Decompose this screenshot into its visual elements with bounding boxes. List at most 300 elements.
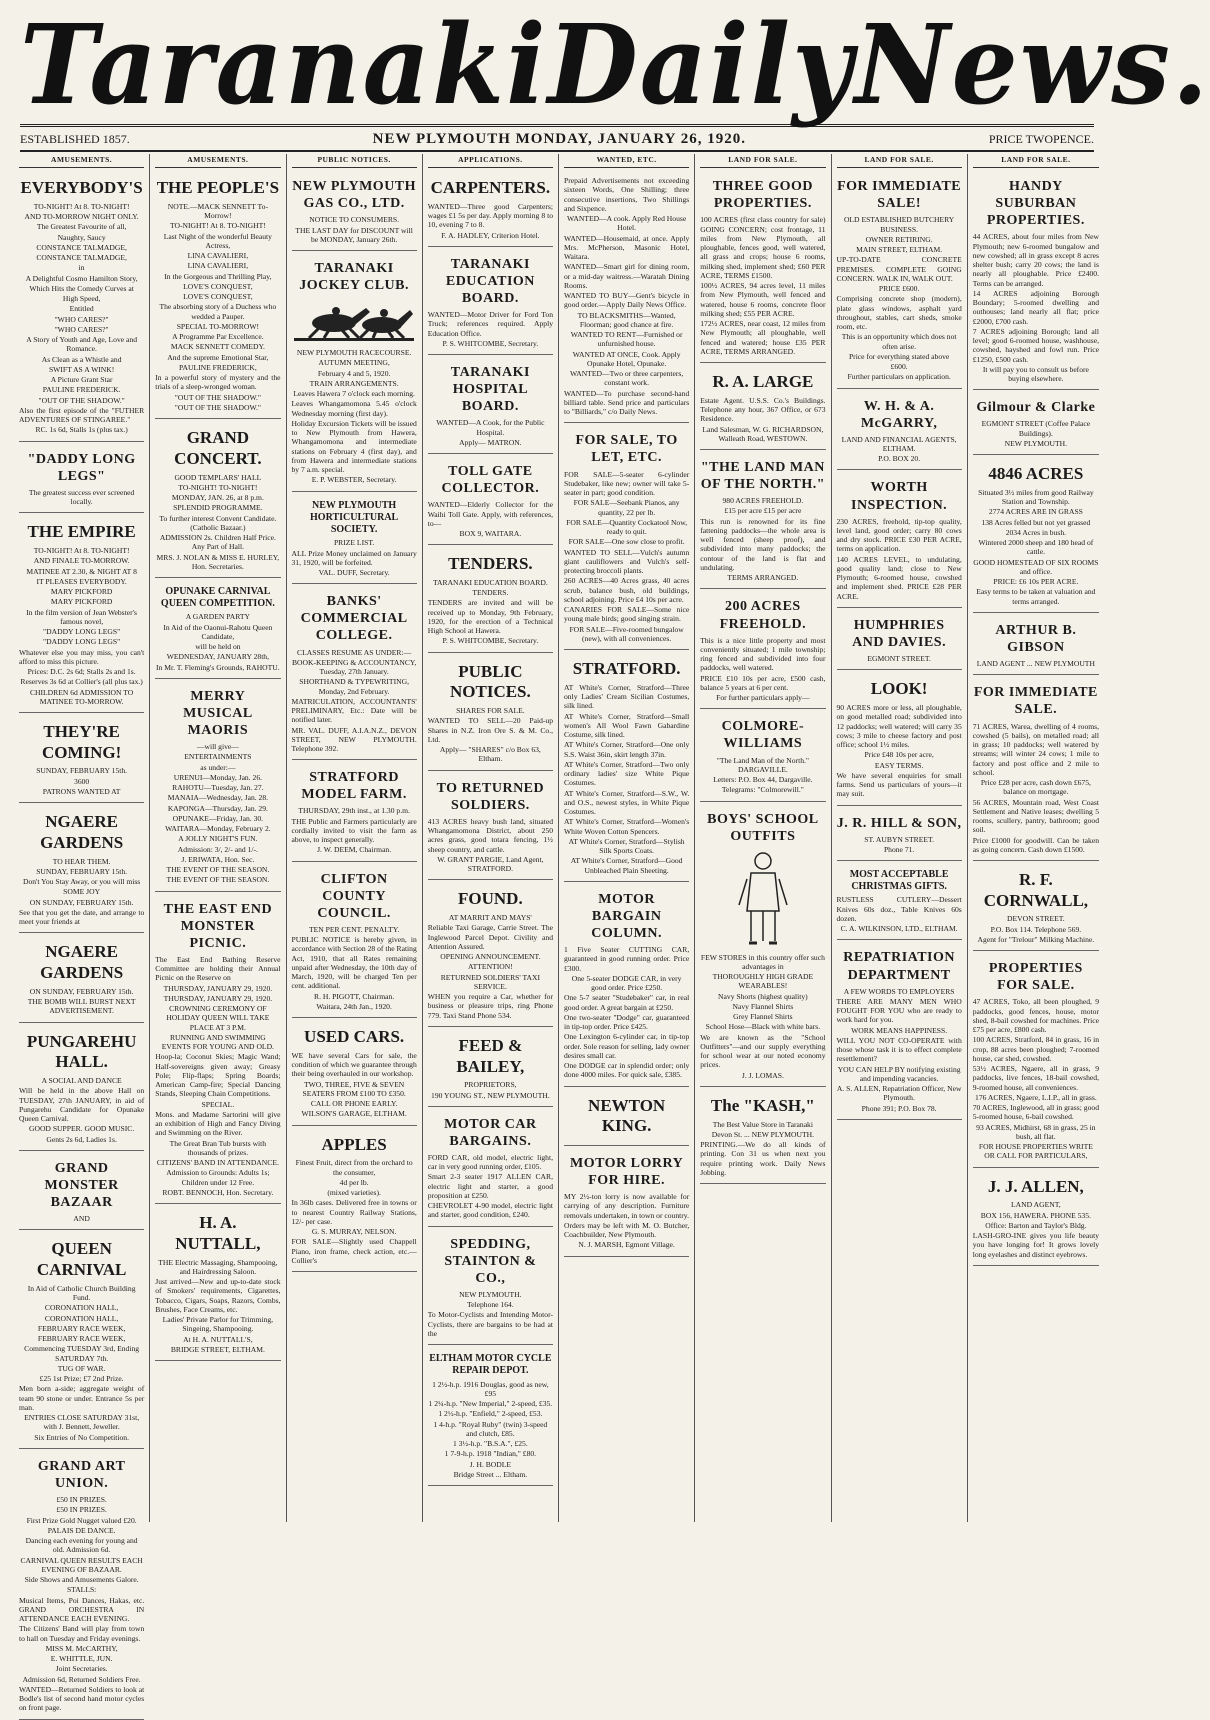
ad-line: Leaves Whangamomona 5.45 o'clock Wednesday morning (first day). xyxy=(291,399,417,418)
ad-line: SHARES FOR SALE. xyxy=(456,706,525,716)
ad-line: WE have several Cars for sale, the condition of which we guarantee through their being overhauled in our workshop. xyxy=(291,1050,417,1079)
ad-line: as under:— xyxy=(200,762,236,772)
racehorse-illustration xyxy=(292,298,417,344)
column-heading: AMUSEMENTS. xyxy=(19,154,144,168)
ad-line: NEW PLYMOUTH RACECOURSE. xyxy=(296,348,412,358)
ad-line: R. H. PIGOTT, Chairman. xyxy=(314,991,395,1001)
ad-line: WANTED—A Cook, for the Public Hospital. xyxy=(436,418,545,437)
ad-line: PRINTING.—We do all kinds of printing. Con 31 us when next you require printing work. Daily News Jobbing. xyxy=(700,1140,826,1177)
ad-line: "The Land Man of the North." DARGAVILLE. xyxy=(716,755,809,774)
advertisement xyxy=(837,473,962,607)
advertisement xyxy=(564,426,689,650)
ad-line: A Programme Par Excellence. xyxy=(172,332,264,342)
ad-line: THE Electric Massaging, Shampooing, and Hairdressing Saloon. xyxy=(158,1257,278,1276)
ad-title: CLIFTON COUNTY COUNCIL. xyxy=(317,871,391,921)
ad-title: SPEDDING, STAINTON & CO., xyxy=(444,1236,537,1286)
ad-line: PALAIS DE DANCE. xyxy=(47,1525,116,1535)
ad-title: APPLES xyxy=(321,1134,387,1154)
ad-line: 56 ACRES, Mountain road, West Coast Settlement and Native leases; dwelling 5 rooms, scullery, pantry, bathroom; good soil. xyxy=(972,797,1099,835)
ad-line: CITIZENS' BAND IN ATTENDANCE. xyxy=(156,1158,279,1168)
ad-line: TARANAKI EDUCATION BOARD. xyxy=(432,577,548,587)
column-8 xyxy=(968,154,1104,1522)
ad-line: 3600 xyxy=(74,776,90,786)
ad-line: AT White's Corner, Stratford—Stylish Silk Sports Coats. xyxy=(568,836,685,856)
ad-line: will be held on xyxy=(195,642,241,652)
ad-line: Whatever else you may miss, you can't afford to miss this picture. xyxy=(19,647,145,666)
ad-line: GOOD TEMPLARS' HALL xyxy=(174,472,262,482)
ad-line: TEN PER CENT. PENALTY. xyxy=(308,924,400,934)
advertisement xyxy=(973,458,1099,613)
ad-line: TENDERS are invited and will be received up to Monday, 9th February, 1920, for the erection of a Technical High School at Hawera. xyxy=(427,598,553,636)
ad-line: CALL OR PHONE EARLY. xyxy=(310,1099,398,1109)
ad-title: TARANAKI JOCKEY CLUB. xyxy=(299,261,409,294)
ad-line: OPUNAKE—Friday, Jan. 30. xyxy=(172,813,264,823)
advertisement xyxy=(973,954,1099,1167)
ad-line: THERE ARE MANY MEN WHO FOUGHT FOR YOU who are ready to work hard for you. xyxy=(836,996,962,1025)
ad-title: R. A. LARGE xyxy=(712,372,814,392)
ad-line: TO-NIGHT! At 8. TO-NIGHT! xyxy=(169,221,266,231)
ad-line: TENDERS. xyxy=(472,588,509,598)
ad-line: NEW PLYMOUTH. xyxy=(1004,438,1068,448)
ad-title: GRAND MONSTER BAZAAR xyxy=(44,1160,119,1211)
advertisement xyxy=(292,763,417,861)
advertisement xyxy=(19,445,144,514)
advertisement xyxy=(973,1171,1099,1266)
ad-title: LOOK! xyxy=(870,679,928,699)
advertisement xyxy=(292,865,417,1018)
ad-title: USED CARS. xyxy=(304,1027,405,1047)
ad-line: To Motor-Cyclists and Intending Motor-Cyclists, there are bargains to be had at the xyxy=(427,1310,553,1338)
ad-line: PUBLIC NOTICE is hereby given, in accordance with Section 28 of the Rating Act, 1910, that all Rates remaining unpaid after Wednesday, the 10th day of March, 1920, will be charged Ten per cent. additional. xyxy=(291,935,417,991)
advertisement xyxy=(155,172,280,419)
ad-line: In a powerful story of mystery and the trials of a sleep-wronged woman. xyxy=(155,373,281,392)
advertisement xyxy=(973,393,1099,455)
ad-title: MOTOR BARGAIN COLUMN. xyxy=(591,891,663,941)
ad-title: TENDERS. xyxy=(448,554,533,574)
ad-title: NEW PLYMOUTH HORTICULTURAL SOCIETY. xyxy=(310,499,399,536)
ad-line: Musical Items, Poi Dances, Hakas, etc. GRAND ORCHESTRA IN ATTENDANCE EACH EVENING. xyxy=(19,1595,145,1623)
ad-line: TO BLACKSMITHS—Wanted, Floorman; good chance at fire. xyxy=(577,310,676,329)
ad-line: AND FINALE TO-MORROW. xyxy=(33,556,130,566)
ad-line: TWO, THREE, FIVE & SEVEN SEATERS FROM £100 TO £350. xyxy=(302,1079,406,1098)
ad-line: 4d per lb. xyxy=(339,1177,369,1187)
ad-line: WANTED—Returned Soldiers to look at Bodle's list of second hand motor cycles on front page. xyxy=(19,1684,145,1713)
ad-line: P.O. Box 114. Telephone 569. xyxy=(990,924,1082,934)
ad-line: Navy Flannel Shirts xyxy=(732,1001,794,1011)
ad-line: THE LAST DAY for DISCOUNT will be MONDAY, January 26th. xyxy=(295,225,413,244)
ad-line: Last Night of the wonderful Beauty Actress, xyxy=(163,231,272,250)
ad-title: W. H. & A. McGARRY, xyxy=(860,398,938,431)
advertisement xyxy=(155,581,280,679)
ad-line: SPECIAL TO-MORROW! xyxy=(176,321,260,331)
ad-line: This is a nice little property and most conveniently situated; 1 mile township; ring fenced and subdivided into four paddocks, well watered. xyxy=(700,635,826,673)
advertisement xyxy=(564,1149,689,1257)
ad-line: PRICE £600. xyxy=(878,284,920,294)
ad-line: School Hose—Black with white bars. xyxy=(705,1022,821,1032)
ad-line: Mons. and Madame Sartorini will give an exhibition of High and Fancy Diving and Swimming on the River. xyxy=(155,1109,281,1138)
advertisement xyxy=(19,172,144,441)
ad-line: WANTED AT ONCE, Cook. Apply Opunake Hotel, Opunake. xyxy=(572,349,681,368)
ad-line: A GARDEN PARTY xyxy=(185,612,250,622)
ad-line: (mixed varieties). xyxy=(327,1188,381,1198)
ad-line: LAND AGENT ... NEW PLYMOUTH xyxy=(976,659,1095,669)
ad-line: STALLS: xyxy=(66,1585,97,1595)
ad-line: THE EVENT OF THE SEASON. xyxy=(166,865,270,875)
ad-line: High Speed, xyxy=(62,294,101,304)
ad-line: OLD ESTABLISHED BUTCHERY BUSINESS. xyxy=(843,215,955,234)
ad-line: WANTED—To purchase second-hand billiard table. Send price and particulars to "Billiards," c/o Daily News. xyxy=(564,388,690,417)
advertisement xyxy=(700,712,825,801)
ad-line: KAPONGA—Thursday, Jan. 29. xyxy=(167,803,268,813)
ad-line: 70 ACRES, Inglewood, all in grass; good 5-roomed house, 6-bail cowshed. xyxy=(972,1103,1099,1122)
ad-line: "WHO CARES?" xyxy=(54,324,109,334)
advertisement xyxy=(428,457,553,545)
ad-line: WORK MEANS HAPPINESS. xyxy=(851,1025,948,1035)
column-7 xyxy=(832,154,968,1522)
ad-line: ON SUNDAY, FEBRUARY 15th. xyxy=(29,986,134,996)
ad-title: OPUNAKE CARNIVAL QUEEN COMPETITION. xyxy=(160,586,275,610)
ad-line: One Lexington 6-cylinder car, in tip-top order. Sole reason for selling, lady owner desires small car. xyxy=(564,1032,690,1060)
ad-line: Bridge Street ... Eltham. xyxy=(453,1469,528,1479)
ad-line: WANTED—Smart girl for dining room, or a mid-day waitress.—Waratah Dining Rooms. xyxy=(564,262,690,290)
ad-line: Estate Agent. U.S.S. Co.'s Buildings. Telephone any hour, 367 Office, or 673 Residence. xyxy=(700,395,826,424)
ad-line: 172½ ACRES, near coast, 12 miles from New Plymouth; all ploughable, well fenced and watered; house £35 PER ACRE, TERMS ARRANGED. xyxy=(700,319,826,356)
ad-line: 2774 ACRES ARE IN GRASS xyxy=(988,507,1083,517)
ad-line: AT White's Corner, Stratford—Good Unbleached Plain Sheeting. xyxy=(570,856,683,875)
ad-line: In 36lb cases. Delivered free in towns or to nearest Country Railway Stations, 12/- per case. xyxy=(291,1198,417,1226)
ad-title: FOR IMMEDIATE SALE. xyxy=(973,685,1098,718)
ad-line: URENUI—Monday, Jan. 26. xyxy=(173,772,263,782)
advertisement xyxy=(564,172,689,423)
ad-line: PROPRIETORS, xyxy=(464,1080,517,1090)
ad-line: 100 ACRES, Stratford, 84 in grass, 16 in crop, 88 acres been ploughed; 7-roomed house, car shed, cowshed. xyxy=(972,1035,1099,1063)
ad-line: MACK SENNETT COMEDY. xyxy=(170,342,265,352)
ad-line: CORONATION HALL, xyxy=(44,1313,119,1323)
ad-title: BOYS' SCHOOL OUTFITS xyxy=(707,811,819,844)
ad-line: NOTICE TO CONSUMERS. xyxy=(309,215,400,225)
ad-line: Prepaid Advertisements not exceeding sixteen Words, One Shilling; three consecutive insertions, Two Shillings and Sixpence. xyxy=(564,176,690,213)
ad-line: OPENING ANNOUNCEMENT. xyxy=(440,952,541,962)
ad-line: In the film version of Jean Webster's famous novel, xyxy=(26,607,137,626)
ad-line: Further particulars on application. xyxy=(847,372,951,382)
established-label: ESTABLISHED 1857. xyxy=(20,131,130,146)
ad-line: Waitara, 24th Jan., 1920. xyxy=(316,1001,392,1011)
advertisement xyxy=(19,806,144,933)
column-heading: PUBLIC NOTICES. xyxy=(292,154,417,168)
ad-line: RUSTLESS CUTLERY—Dessert Knives 60s doz., Table Knives 60s dozen. xyxy=(836,895,962,923)
dateline xyxy=(20,128,1094,152)
ad-line: MARY PICKFORD xyxy=(50,597,113,607)
ad-title: ELTHAM MOTOR CYCLE REPAIR DEPOT. xyxy=(429,1353,552,1377)
ad-line: AT White's Corner, Stratford—Three only Ladies' Cream Sicilian Costumes, silk lined. xyxy=(564,682,690,711)
ad-line: Telegrams: "Colmorewill." xyxy=(721,785,804,795)
advertisement xyxy=(973,678,1099,861)
ad-line: 14 ACRES adjoining Borough Boundary; 5-roomed dwelling and outhouses; land nearly all flat; price £2000, £700 cash. xyxy=(972,288,1099,326)
ad-title: FOR IMMEDIATE SALE! xyxy=(837,179,962,212)
ad-line: TRAIN ARRANGEMENTS. xyxy=(309,378,399,388)
ad-line: The absorbing story of a Duchess who wedded a Pauper. xyxy=(159,302,277,321)
ad-title: H. A. NUTTALL, xyxy=(175,1213,261,1253)
column-3 xyxy=(287,154,423,1522)
ad-line: A JOLLY NIGHT'S FUN. xyxy=(178,834,258,844)
masthead-word-2: Daily xyxy=(547,0,855,130)
ad-line: TO-NIGHT! At 8. TO-NIGHT! xyxy=(33,201,130,211)
ad-line: FEBRUARY RACE WEEK, xyxy=(37,1323,126,1333)
advertisement xyxy=(700,592,825,709)
ad-line: C. A. WILKINSON, LTD., ELTHAM. xyxy=(840,924,958,934)
ad-title: REPATRIATION DEPARTMENT xyxy=(843,950,956,983)
ad-line: 980 ACRES FREEHOLD. xyxy=(722,496,804,506)
ad-line: 7 ACRES adjoining Borough; land all level; good 6-roomed house, washhouse, cowshed, hayshed and fowl run. Price £1250, £500 cash. xyxy=(972,326,1099,364)
ad-line: BRIDGE STREET, ELTHAM. xyxy=(170,1344,265,1354)
ad-line: E. WHITTLE, JUN. xyxy=(50,1654,113,1663)
ad-title: THEY'RE COMING! xyxy=(41,722,122,762)
ad-line: WANTED—Two or three carpenters, constant work. xyxy=(569,369,684,388)
ad-title: TO RETURNED SOLDIERS. xyxy=(436,780,545,813)
ad-line: 176 ACRES, Ngaere, L.I.P., all in grass. xyxy=(975,1092,1097,1102)
ad-line: £15 per acre £15 per acre xyxy=(724,506,802,516)
ad-line: Men born a-side; aggregate weight of team 90 stone or under. Entrance 5s per man. xyxy=(19,1384,145,1412)
ad-line: To further interest Convent Candidate. (Catholic Bazaar.) xyxy=(159,513,277,532)
ad-title: TARANAKI EDUCATION BOARD. xyxy=(445,256,535,307)
ad-line: WANTED—A cook. Apply Red House Hotel. xyxy=(567,214,687,233)
ad-line: WAITARA—Monday, February 2. xyxy=(165,824,271,834)
ad-line: This run is renowned for its fine fattening paddocks—the whole area is well fenced (sheep proof), and subdivided into many paddocks; the contour of the land is flat and undulating. xyxy=(700,516,826,572)
ad-title: PUNGAREHU HALL. xyxy=(26,1031,137,1072)
ad-line: Commencing TUESDAY 3rd, Ending SATURDAY 7th. xyxy=(24,1344,140,1363)
ad-line: Prices: D.C. 2s 6d; Stalls 2s and 1s. xyxy=(27,667,136,677)
ad-line: LINA CAVALIERI, xyxy=(187,261,249,271)
advertisement xyxy=(292,1021,417,1125)
ad-line: PAULINE FREDERICK. xyxy=(42,385,121,395)
advertisement xyxy=(428,358,553,454)
advertisement xyxy=(700,1090,825,1184)
ad-line: MISS M. McCARTHY, xyxy=(45,1643,118,1653)
column-heading: AMUSEMENTS. xyxy=(155,154,280,168)
advertisement xyxy=(837,809,962,862)
ad-title: COLMORE-WILLIAMS xyxy=(721,719,805,752)
ad-line: BOX 156, HAWERA. PHONE 535. xyxy=(980,1210,1091,1220)
ad-line: In Mr. T. Fleming's Grounds, RAHOTU. xyxy=(156,662,280,672)
advertisement xyxy=(564,653,689,882)
ad-line: £25 1st Prize; £7 2nd Prize. xyxy=(39,1374,124,1384)
advertisement xyxy=(428,1230,553,1345)
ad-title: STRATFORD. xyxy=(572,659,681,679)
ad-title: J. R. HILL & SON, xyxy=(836,815,962,831)
ad-line: WANTED—Motor Driver for Ford Ton Truck; references required. Apply Education Office. xyxy=(427,310,553,338)
advertisement xyxy=(700,172,825,363)
advertisement xyxy=(837,864,962,940)
ad-line: —will give— xyxy=(196,742,239,752)
advertisement xyxy=(428,656,553,771)
advertisement xyxy=(292,172,417,251)
ad-line: RC. 1s 6d, Stalls 1s (plus tax.) xyxy=(35,425,128,435)
ad-line: 47 ACRES, Toko, all been ploughed, 9 paddocks, good fences, house, motor shed, 8-bail cowshed for machines. Price £75 per acre, £800 cash. xyxy=(972,997,1099,1035)
ad-line: in xyxy=(78,263,85,273)
column-4 xyxy=(423,154,559,1522)
column-heading: LAND FOR SALE. xyxy=(837,154,962,168)
ad-line: MAIN STREET, ELTHAM. xyxy=(856,245,943,255)
ad-title: NEW PLYMOUTH GAS CO., LTD. xyxy=(292,179,417,212)
ad-line: SUNDAY, FEBRUARY 15th. xyxy=(36,866,128,876)
ad-line: One 5-seater DODGE CAR, in very good order. Price £250. xyxy=(571,973,682,993)
ad-line: 90 ACRES more or less, all ploughable, on good metalled road; subdivided into 12 paddocks; well watered; will carry 35 cows; 3 mile to cheese factory and post office; school 1½ miles. xyxy=(836,703,962,749)
ad-title: FOR SALE, TO LET, ETC. xyxy=(575,433,678,466)
ad-line: Admission: 3/, 2/- and 1/-. xyxy=(177,844,258,854)
ad-line: Smart 2-3 seater 1917 ALLEN CAR, electric light and starter, a good proposition at £250. xyxy=(427,1172,553,1200)
ad-title: NEWTON KING. xyxy=(588,1095,666,1136)
ad-line: Apply— "SHARES" c/o Box 63, Eltham. xyxy=(439,745,541,764)
ad-line: MATRICULATION, ACCOUNTANTS' PRELIMINARY, Etc.: Date will be notified later. xyxy=(291,696,417,725)
ad-line: ROBT. BENNOCH, Hon. Secretary. xyxy=(162,1187,274,1197)
advertisement xyxy=(292,587,417,760)
ad-line: Hoop-la; Coconut Skies; Magic Wand; Half-sovereigns given away; Greasy Pole; Flip-flaps; Spring Boards; American Camp-fire; Special Dancing Stands, Sleeping Chain Competitions. xyxy=(155,1052,281,1099)
ad-line: Telephone 164. xyxy=(467,1300,514,1310)
ad-line: WANTED TO RENT—Furnished or unfurnished house. xyxy=(570,330,683,349)
ad-line: AND TO-MORROW NIGHT ONLY. xyxy=(24,212,139,222)
ad-line: SPECIAL. xyxy=(201,1099,235,1109)
ad-line: 1 Five Seater CUTTING CAR, guaranteed in good running order. Price £300. xyxy=(564,945,690,973)
ad-line: Reserves 3s 6d at Collier's (all plus tax.) xyxy=(20,677,143,687)
column-heading: WANTED, ETC. xyxy=(564,154,689,168)
advertisement xyxy=(155,682,280,892)
ad-line: Comprising concrete shop (modern), plate glass windows, asphalt yard throughout, stables, cart sheds, smoke room, etc. xyxy=(836,294,962,332)
ad-line: WEDNESDAY, JANUARY 28th, xyxy=(166,652,269,662)
ad-line: WANTED—Housemaid, at once. Apply Mrs. McPherson, Masonic Hotel, Waitara. xyxy=(564,233,690,262)
ad-line: ALL Prize Money unclaimed on January 31, 1920, will be forfeited. xyxy=(291,548,417,567)
ad-line: At H. A. NUTTALL'S, xyxy=(183,1334,253,1344)
ad-line: Phone 391; P.O. Box 78. xyxy=(861,1103,937,1113)
ad-line: N. J. MARSH, Egmont Village. xyxy=(578,1240,675,1250)
ad-line: Orders may be left with M. O. Butcher, Coachbuilder, New Plymouth. xyxy=(564,1220,690,1240)
ad-line: FOR SALE—One sow close to profit. xyxy=(568,537,685,547)
advertisement xyxy=(19,516,144,713)
ad-line: A Picture Grant Star xyxy=(50,375,113,385)
ad-line: WANTED TO SELL—20 Paid-up Shares in N.Z. Iron Ore S. & M. Co., Ltd. xyxy=(427,716,553,744)
ad-line: Price for everything stated above xyxy=(848,351,950,361)
masthead-word-3: News. xyxy=(854,0,1210,130)
ad-line: VAL. DUFF, Secretary. xyxy=(318,568,390,578)
ad-line: 230 ACRES, freehold, tip-top quality, level land, good order; carry 80 cows and dry stock. PRICE £30 PER ACRE, terms on application. xyxy=(836,516,962,554)
ad-line: Situated 3½ miles from good Railway Station and Township. xyxy=(978,487,1094,507)
ad-title: Gilmour & Clarke xyxy=(976,400,1096,416)
column-heading: LAND FOR SALE. xyxy=(973,154,1099,168)
ad-line: A Delightful Cosmo Hamilton Story, xyxy=(25,273,138,283)
ad-line: Navy Shorts (highest quality) xyxy=(718,991,808,1001)
advertisement xyxy=(837,172,962,388)
ad-line: We have several enquiries for small farms. Send us particulars of yours—it may suit. xyxy=(836,770,962,799)
ad-line: ENTRIES CLOSE SATURDAY 31st, with J. Bennett, Jeweller. xyxy=(24,1413,140,1432)
ad-line: W. GRANT PARGIE, Land Agent, STRATFORD. xyxy=(437,854,544,874)
ad-title: TARANAKI HOSPITAL BOARD. xyxy=(450,365,530,415)
ad-line: MY 2½-ton lorry is now available for carrying of any description. Furniture removals undertaken, in town or country. xyxy=(564,1192,690,1220)
ad-line: RETURNED SOLDIERS' TAXI SERVICE. xyxy=(440,972,541,991)
advertisement xyxy=(837,673,962,805)
ad-line: TERMS ARRANGED. xyxy=(727,573,799,583)
ad-line: Price £1000 for goodwill. Can be taken as going concern. Cash down £1500. xyxy=(972,835,1099,854)
ad-line: THURSDAY, JANUARY 29, 1920. xyxy=(163,983,273,993)
ad-line: Will be held in the above Hall on TUESDAY, 27th JANUARY, in aid of Pungarehu Candidate for Opunake Queen Carnival. xyxy=(19,1086,145,1124)
ad-line: TUG OF WAR. xyxy=(57,1363,106,1373)
ad-title: The "KASH," xyxy=(710,1095,815,1115)
ad-line: £600. xyxy=(890,362,908,372)
ad-line: One two-seater "Dodge" car, guaranteed in tip-top order. Price £425. xyxy=(564,1012,690,1032)
ad-line: 71 ACRES, Warea, dwelling of 4 rooms, cowshed (5 bails), on metalled road; all in grass; 10 paddocks; well watered by streams; will winter 24 cows; 1 mile to factory and post office and 2 mile to school. xyxy=(972,721,1099,777)
ad-line: LOVE'S CONQUEST, xyxy=(183,281,253,291)
ad-line: RUNNING AND SWIMMING EVENTS FOR YOUNG AND OLD. xyxy=(161,1032,274,1052)
ad-line: CHEVROLET 4-90 model, electric light and starter, good condition, £240. xyxy=(427,1201,553,1220)
ad-line: ATTENTION! xyxy=(468,962,513,972)
ad-line: GOOD HOMESTEAD OF SIX ROOMS and office. xyxy=(973,557,1099,576)
advertisement xyxy=(700,366,825,450)
ad-line: E. P. WEBSTER, Secretary. xyxy=(311,475,397,485)
ad-line: ADMISSION 2s. Children Half Price. Any Part of Hall. xyxy=(159,533,276,552)
ad-line: Land Salesman, W. G. RICHARDSON, Walleath Road, WESTOWN. xyxy=(702,424,824,443)
column-heading: APPLICATIONS. xyxy=(428,154,553,168)
ad-line: FORD CAR, old model, electric light, car in very good running order, £105. xyxy=(427,1152,553,1172)
ad-line: AND xyxy=(73,1214,90,1224)
ad-line: AT White's Corner, Stratford—One only S.S. Waist 36in, skirt length 37in. xyxy=(564,740,690,759)
ad-title: NGAERE GARDENS xyxy=(40,812,124,852)
ad-line: Agent for "Trelour" Milking Machine. xyxy=(977,934,1095,944)
ad-line: CARNIVAL QUEEN RESULTS EACH EVENING OF BAZAAR. xyxy=(20,1555,143,1574)
ad-line: WANTED—Elderly Collector for the Waihi Toll Gate. Apply, with references, to— xyxy=(427,500,553,528)
ad-line: WILL YOU NOT CO-OPERATE with those whose task it is to effect complete resettlement? xyxy=(836,1035,962,1064)
newspaper-columns xyxy=(14,154,1104,1713)
ad-line: AT White's Corner, Stratford—Women's White Woven Cotton Spencers. xyxy=(564,817,690,836)
ad-line: "OUT OF THE SHADOW." xyxy=(38,395,125,405)
ad-line: See that you get the date, and arrange to meet your friends at xyxy=(19,907,145,927)
ad-line: Ladies' Private Parlor for Trimming, Singeing, Shampooing. xyxy=(162,1315,274,1334)
ad-line: AUTUMN MEETING, xyxy=(318,358,390,368)
ad-line: J. H. BODLE xyxy=(469,1459,512,1469)
ad-line: One 5-7 seater "Studebaker" car, in real good order. A great bargain at £250. xyxy=(564,993,690,1012)
ad-line: 1 2½-h.p. 1916 Douglas, good as new, £95 xyxy=(432,1379,549,1398)
advertisement xyxy=(19,1233,144,1448)
ad-line: Gents 2s 6d, Ladies 1s. xyxy=(46,1134,117,1144)
ad-line: CONSTANCE TALMADGE, xyxy=(36,242,127,252)
ad-line: The East End Bathing Reserve Committee are holding their Annual Picnic on the Reserve on xyxy=(155,954,281,983)
ad-line: 53½ ACRES, Ngaere, all in grass, 9 paddocks, live fences, 18-bail cowshed, 9-roomed house, all conveniences. xyxy=(972,1064,1099,1092)
ad-line: 1 4-h.p. "Royal Ruby" (twin) 3-speed and clutch, £85. xyxy=(433,1419,548,1438)
advertisement xyxy=(837,943,962,1119)
ad-line: THE Public and Farmers particularly are cordially invited to visit the farm as above, to inspect generally. xyxy=(291,816,417,845)
ad-line: "OUT OF THE SHADOW." xyxy=(174,402,261,412)
ad-line: THURSDAY, JANUARY 29, 1920. xyxy=(163,993,273,1003)
ad-line: P. S. WHITCOMBE, Secretary. xyxy=(442,636,539,646)
ad-line: G. S. MURRAY, NELSON. xyxy=(311,1227,397,1237)
ad-line: One DODGE car in splendid order; only done 4000 miles. For quick sale, £385. xyxy=(564,1061,690,1080)
ad-line: "OUT OF THE SHADOW." xyxy=(174,392,261,402)
ad-title: MOTOR LORRY FOR HIRE. xyxy=(569,1155,684,1189)
ad-line: FOR SALE—Five-roomed bungalow (new), with all conveniences. xyxy=(569,624,684,643)
ad-line: THURSDAY, 29th inst., at 1.30 p.m. xyxy=(298,806,410,816)
ad-title: PUBLIC NOTICES. xyxy=(449,661,531,702)
ad-line: CROWNING CEREMONY OF HOLIDAY QUEEN WILL TAKE PLACE AT 3 P.M. xyxy=(166,1004,270,1032)
ad-line: 44 ACRES, about four miles from New Plymouth; new 6-roomed bungalow and new cowshed; all in grass except 8 acres shelter bush; carry 20 cows; the land is nearly all ploughable. Price £2400. Terms can be arranged. xyxy=(972,232,1099,288)
ad-line: WHEN you require a Car, whether for business or pleasure trips, ring Phone 779. Taxi Stand Phone 534. xyxy=(427,992,553,1020)
ad-line: NOTE.—MACK SENNETT To-Morrow! xyxy=(167,201,268,221)
ad-line: WANTED—Three good Carpenters; wages £1 5s per day. Apply morning 8 to 10, evening 7 to 8. xyxy=(427,201,553,230)
ad-title: "THE LAND MAN OF THE NORTH." xyxy=(700,460,826,493)
ad-line: WILSON'S GARAGE, ELTHAM. xyxy=(301,1109,407,1119)
ad-line: Which Hits the Comedy Curves at xyxy=(29,283,134,293)
ad-line: Side Shows and Amusements Galore. xyxy=(24,1575,139,1584)
ad-line: GOOD SUPPER. GOOD MUSIC. xyxy=(28,1124,135,1134)
ad-line: P. S. WHITCOMBE, Secretary. xyxy=(442,338,539,348)
ad-title: "DADDY LONG LEGS" xyxy=(27,451,136,484)
ad-line: "WHO CARES?" xyxy=(54,314,109,324)
